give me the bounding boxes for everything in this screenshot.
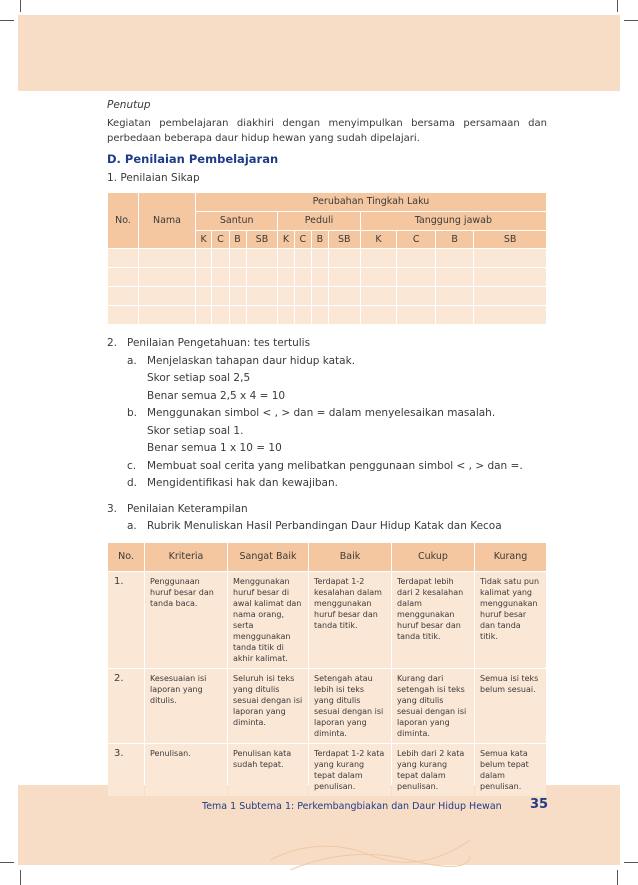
table-row (108, 249, 546, 267)
cell-kriteria: Penulisan. (145, 744, 227, 796)
list-item (107, 335, 547, 353)
cell-kurang: Semua isi teks belum sesuai. (475, 669, 546, 743)
table-row (108, 669, 546, 743)
score-line: Benar semua 1 x 10 = 10 (147, 442, 282, 454)
cell-cukup: Terdapat lebih dari 2 kesalahan dalam menggunakan huruf besar dan tanda titik. (392, 572, 474, 668)
group-santun: Santun (196, 212, 277, 230)
list-item (107, 518, 547, 536)
table-row (108, 744, 546, 796)
list-item (107, 501, 547, 519)
rubrik-col-cukup: Cukup (392, 543, 474, 571)
crop-mark (624, 862, 638, 863)
scale-b: B (436, 231, 473, 248)
cell-kriteria: Penggunaan huruf besar dan tanda baca. (145, 572, 227, 668)
cell-no: 1. (108, 572, 144, 668)
cell-no: 3. (108, 744, 144, 796)
rubrik-col-kriteria: Kriteria (145, 543, 227, 571)
crop-mark (617, 870, 618, 885)
score-line: Skor setiap soal 1. (147, 424, 244, 437)
group-tanggung-jawab: Tanggung jawab (361, 212, 546, 230)
pengetahuan-list (107, 335, 547, 493)
item-number: a. (127, 354, 137, 367)
scale-sb: SB (474, 231, 546, 248)
table-row (108, 572, 546, 668)
scale-b: B (230, 231, 246, 248)
pengetahuan-title: Penilaian Pengetahuan: tes tertulis (127, 337, 311, 349)
scale-c: C (397, 231, 435, 248)
cell-kriteria: Kesesuaian isi laporan yang ditulis. (145, 669, 227, 743)
list-item (107, 353, 547, 371)
cell-cukup: Kurang dari setengah isi teks yang ditulis sesuai dengan isi laporan yang diminta. (392, 669, 474, 743)
rubrik-col-kurang: Kurang (475, 543, 546, 571)
item-number: 2. (107, 337, 118, 349)
section-heading: D. Penilaian Pembelajaran (107, 152, 279, 166)
crop-mark (624, 20, 638, 21)
group-header: Perubahan Tingkah Laku (196, 193, 546, 211)
rubrik-col-no: No. (108, 543, 144, 571)
scale-k: K (361, 231, 397, 248)
cell-baik: Setengah atau lebih isi teks yang ditulis sesuai dengan isi laporan yang diminta. (309, 669, 391, 743)
decorative-swirl-icon (270, 830, 470, 870)
sikap-table (107, 192, 547, 325)
penutup-paragraph: Kegiatan pembelajaran diakhiri dengan menyimpulkan bersama persamaan dan perbedaan beberapa daur hidup hewan yang sudah dipelajari. (107, 118, 547, 144)
col-no: No. (108, 193, 138, 248)
keterampilan-title: Penilaian Keterampilan (127, 502, 248, 515)
table-row (108, 287, 546, 305)
crop-mark (0, 20, 14, 21)
list-item (107, 475, 547, 493)
item-text: Mengidentifikasi hak dan kewajiban. (147, 477, 338, 489)
header-band (18, 15, 620, 91)
cell-cukup: Lebih dari 2 kata yang kurang tepat dalam penulisan. (392, 744, 474, 796)
score-line: Benar semua 2,5 x 4 = 10 (147, 389, 286, 402)
cell-sangat-baik: Seluruh isi teks yang ditulis sesuai dengan isi laporan yang diminta. (228, 669, 308, 743)
item-number: a. (127, 520, 137, 532)
item-text: Menggunakan simbol < , > dan = dalam menyelesaikan masalah. (147, 407, 496, 419)
rubrik-title: Rubrik Menuliskan Hasil Perbandingan Daur Hidup Katak dan Kecoa (147, 520, 502, 532)
rubrik-col-baik: Baik (309, 543, 391, 571)
item-text: Membuat soal cerita yang melibatkan penggunaan simbol < , > dan =. (147, 459, 523, 472)
crop-mark (0, 862, 14, 863)
sikap-title: 1. Penilaian Sikap (107, 172, 200, 184)
scale-c: C (295, 231, 311, 248)
crop-mark (617, 0, 618, 12)
cell-sangat-baik: Penulisan kata sudah tepat. (228, 744, 308, 796)
cell-baik: Terdapat 1-2 kata yang kurang tepat dalam penulisan. (309, 744, 391, 796)
table-row (108, 268, 546, 286)
scale-sb: SB (247, 231, 278, 248)
item-number: 3. (107, 502, 118, 515)
footer-title: Tema 1 Subtema 1: Perkembangbiakan dan Daur Hidup Hewan (202, 801, 502, 812)
scale-b: B (312, 231, 328, 248)
page-content (107, 95, 547, 797)
scale-sb: SB (329, 231, 360, 248)
list-item (107, 458, 547, 476)
scale-k: K (278, 231, 293, 248)
item-number: b. (127, 407, 138, 419)
group-peduli: Peduli (278, 212, 359, 230)
penutup-heading: Penutup (107, 99, 151, 111)
item-number: d. (127, 477, 138, 489)
col-nama: Nama (139, 193, 195, 248)
cell-no: 2. (108, 669, 144, 743)
cell-sangat-baik: Menggunakan huruf besar di awal kalimat dan nama orang, serta menggunakan tanda titik di akhir kalimat. (228, 572, 308, 668)
table-row (108, 306, 546, 324)
list-item (107, 405, 547, 423)
rubrik-table (107, 542, 547, 797)
cell-kurang: Semua kata belum tepat dalam penulisan. (475, 744, 546, 796)
crop-mark (20, 0, 21, 12)
keterampilan-list (107, 501, 547, 536)
crop-mark (20, 870, 21, 885)
item-number: c. (127, 459, 137, 472)
page-number: 35 (530, 797, 549, 812)
rubrik-col-sangat-baik: Sangat Baik (228, 543, 308, 571)
scale-k: K (196, 231, 211, 248)
item-text: Menjelaskan tahapan daur hidup katak. (147, 354, 356, 367)
score-line: Skor setiap soal 2,5 (147, 372, 251, 384)
cell-baik: Terdapat 1-2 kesalahan dalam menggunakan huruf besar dan tanda titik. (309, 572, 391, 668)
scale-c: C (212, 231, 228, 248)
cell-kurang: Tidak satu pun kalimat yang menggunakan huruf besar dan tanda titik. (475, 572, 546, 668)
